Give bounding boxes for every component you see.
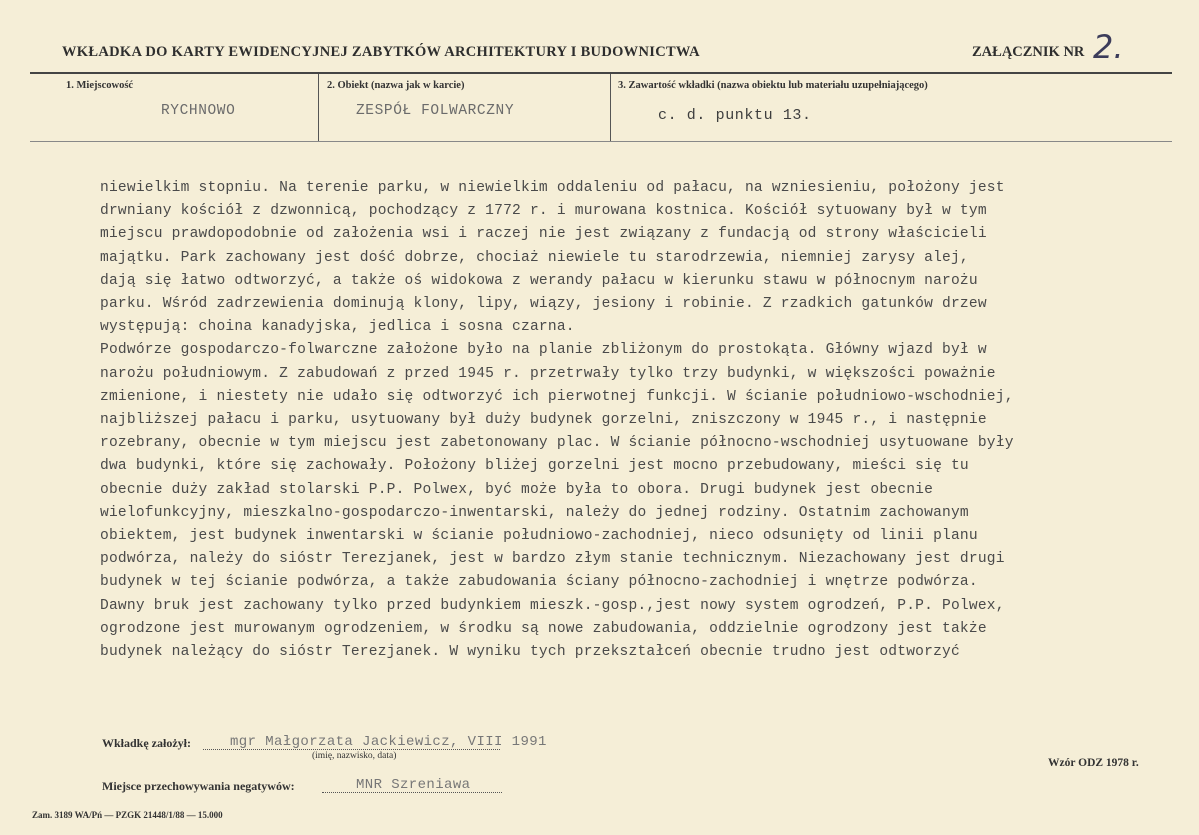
negatives-value: MNR Szreniawa	[356, 777, 471, 793]
signature-label: Wkładkę założył:	[102, 736, 191, 750]
text-line: miejscu prawdopodobnie od założenia wsi i raczej nie jest związany z fundacją od strony właścicieli	[100, 226, 987, 243]
text-line: niewielkim stopniu. Na terenie parku, w niewielkim oddaleniu od pałacu, na wzniesieniu, położony jest	[100, 180, 1005, 196]
text-line: obecnie duży zakład stolarski P.P. Polwex, być może była to obora. Drugi budynek jest obecnie	[100, 481, 934, 498]
field-label-content: 3. Zawartość wkładki (nazwa obiektu lub materiału uzupełniającego)	[618, 80, 928, 91]
text-line: ogrodzone jest murowanym ogrodzeniem, w środku są nowe zabudowania, oddzielnie ogrodzony jest także	[100, 620, 987, 637]
form-title: WKŁADKA DO KARTY EWIDENCYJNEJ ZABYTKÓW ARCHITEKTURY I BUDOWNICTWA	[62, 44, 700, 60]
negatives-label: Miejsce przechowywania negatywów:	[102, 779, 295, 793]
fields-rule	[30, 141, 1172, 142]
header-rule	[30, 72, 1172, 74]
signature-value: mgr Małgorzata Jackiewicz, VIII 1991	[230, 734, 547, 750]
form-code: Wzór ODZ 1978 r.	[1048, 757, 1139, 769]
text-line: najbliższej pałacu i parku, usytuowany był duży budynek gorzelni, zniszczony w 1945 r., i następnie	[100, 412, 987, 429]
text-line: rozebrany, obecnie w tym miejscu jest zabetonowany plac. W ścianie północno-wschodniej usytuowane były	[100, 435, 1014, 452]
field-label-locality: 1. Miejscowość	[66, 80, 134, 91]
annex-label: ZAŁĄCZNIK NR	[972, 44, 1085, 60]
text-line: dają się łatwo odtworzyć, a także oś widokowa z werandy pałacu w kierunku stawu w północnym narożu	[100, 272, 978, 289]
text-line: Dawny bruk jest zachowany tylko przed budynkiem mieszk.-gosp.,jest nowy system ogrodzeń, P.P. Polwex,	[100, 597, 1005, 614]
text-line: parku. Wśród zadrzewienia dominują klony, lipy, wiązy, jesiony i robinie. Z rzadkich gatunków drzew	[100, 296, 987, 313]
text-line: drwniany kościół z dzwonnicą, pochodzący z 1772 r. i murowana kostnica. Kościół sytuowany był w tym	[100, 203, 987, 220]
text-line: budynek należący do sióstr Terezjanek. W wyniku tych przekształceń obecnie trudno jest odtworzyć	[100, 644, 960, 661]
text-line: zmienione, i niestety nie udało się odtworzyć ich pierwotnej funkcji. W ścianie południowo-wschodniej,	[100, 388, 1014, 405]
field-divider-2	[610, 74, 611, 141]
text-line: wielofunkcyjny, mieszkalno-gospodarczo-inwentarski, należy do jednej rodziny. Ostatnim zachowanym	[100, 504, 969, 521]
field-value-object: ZESPÓŁ FOLWARCZNY	[356, 103, 515, 119]
field-value-locality: RYCHNOWO	[161, 103, 236, 119]
body-text	[100, 177, 1160, 664]
print-footer: Zam. 3189 WA/Pń — PZGK 21448/1/88 — 15.000	[32, 810, 223, 820]
field-value-content: c. d. punktu 13.	[658, 107, 812, 124]
text-line: podwórza, należy do sióstr Terezjanek, jest w bardzo złym stanie technicznym. Niezachowany jest drugi	[100, 551, 1005, 568]
signature-caption: (imię, nazwisko, data)	[312, 751, 397, 761]
text-line: dwa budynki, które się zachowały. Położony bliżej gorzelni jest mocno przebudowany, mieści się tu	[100, 458, 969, 475]
text-line: występują: choina kanadyjska, jedlica i sosna czarna.	[100, 319, 575, 336]
text-line: obiektem, jest budynek inwentarski w ścianie południowo-zachodniej, nieco odsunięty od linii planu	[100, 528, 978, 545]
field-divider-1	[318, 74, 319, 141]
text-line: budynek w tej ścianie podwórza, a także zabudowania ściany północno-zachodniej i wnętrze podwórza.	[100, 574, 978, 591]
text-line: Podwórze gospodarczo-folwarczne założone było na planie zbliżonym do prostokąta. Główny wjazd był w	[100, 342, 987, 359]
field-label-object: 2. Obiekt (nazwa jak w karcie)	[327, 80, 465, 91]
text-line: narożu południowym. Z zabudowań z przed 1945 r. przetrwały tylko trzy budynki, w większości poważnie	[100, 365, 996, 382]
text-line: majątku. Park zachowany jest dość dobrze, chociaż niewiele tu starodrzewia, niemniej zarysy alej,	[100, 249, 969, 266]
annex-number: 2.	[1093, 28, 1124, 66]
